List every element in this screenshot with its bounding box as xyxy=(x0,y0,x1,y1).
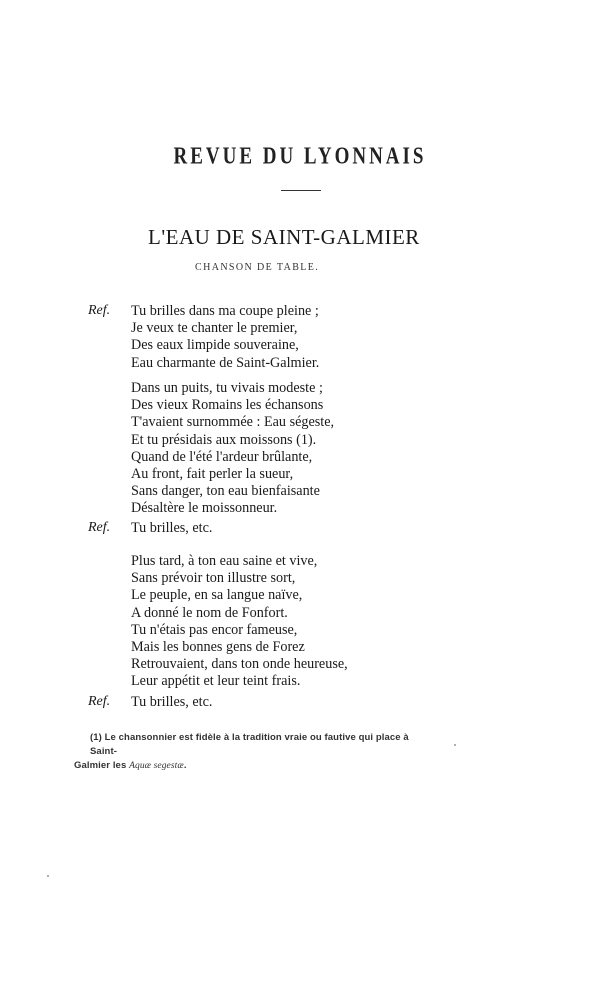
footnote-latin-term: Aquæ segestæ xyxy=(129,761,184,771)
verse-line: Et tu présidais aux moissons (1). xyxy=(131,431,317,448)
verse-line: Quand de l'été l'ardeur brûlante, xyxy=(131,448,313,465)
verse-line: Tu brilles dans ma coupe pleine ; xyxy=(131,303,319,319)
verse-line: A donné le nom de Fonfort. xyxy=(131,604,288,621)
verse-line: Leur appétit et leur teint frais. xyxy=(131,673,301,690)
refrain-short: Tu brilles, etc. xyxy=(131,520,213,536)
scan-speck xyxy=(47,875,49,877)
verse-line: Eau charmante de Saint-Galmier. xyxy=(131,354,320,371)
verse-line: T'avaient surnommée : Eau ségeste, xyxy=(131,414,335,431)
refrain-stanza xyxy=(131,303,319,372)
refrain-short: Tu brilles, etc. xyxy=(131,694,213,710)
refrain-marker: Ref. xyxy=(88,520,111,535)
verse-line: Des eaux limpide souveraine, xyxy=(131,337,299,354)
refrain-marker: Ref. xyxy=(88,694,111,709)
verse-line: Tu n'étais pas encor fameuse, xyxy=(131,621,298,638)
stanza-1 xyxy=(131,380,334,518)
footnote-text: Galmier les xyxy=(74,760,130,771)
verse-line: Le peuple, en sa langue naïve, xyxy=(131,587,303,604)
verse-line: Dans un puits, tu vivais modeste ; xyxy=(131,380,323,396)
verse-line: Retrouvaient, dans ton onde heureuse, xyxy=(131,656,348,673)
verse-line: Je veux te chanter le premier, xyxy=(131,320,298,337)
running-head: REVUE DU LYONNAIS xyxy=(173,143,427,170)
refrain-marker: Ref. xyxy=(88,303,111,318)
verse-line: Sans danger, ton eau bienfaisante xyxy=(131,483,320,500)
verse-line: Sans prévoir ton illustre sort, xyxy=(131,570,296,587)
verse-line: Désaltère le moissonneur. xyxy=(131,500,278,517)
poem-subtitle: CHANSON DE TABLE. xyxy=(195,262,320,273)
poem-title: L'EAU DE SAINT-GALMIER xyxy=(148,225,420,249)
footnote-line xyxy=(74,759,434,773)
verse-line: Plus tard, à ton eau saine et vive, xyxy=(131,553,318,569)
footnote-text: . xyxy=(183,760,187,771)
scan-speck xyxy=(454,744,456,746)
header-rule xyxy=(281,190,321,191)
verse-line: Des vieux Romains les échansons xyxy=(131,397,324,414)
stanza-2 xyxy=(131,553,348,691)
verse-line: Mais les bonnes gens de Forez xyxy=(131,639,305,656)
footnote-line: (1) Le chansonnier est fidèle à la tradition vraie ou fautive qui place à Saint- xyxy=(90,732,409,757)
verse-line: Au front, fait perler la sueur, xyxy=(131,466,294,483)
footnote xyxy=(74,731,434,773)
